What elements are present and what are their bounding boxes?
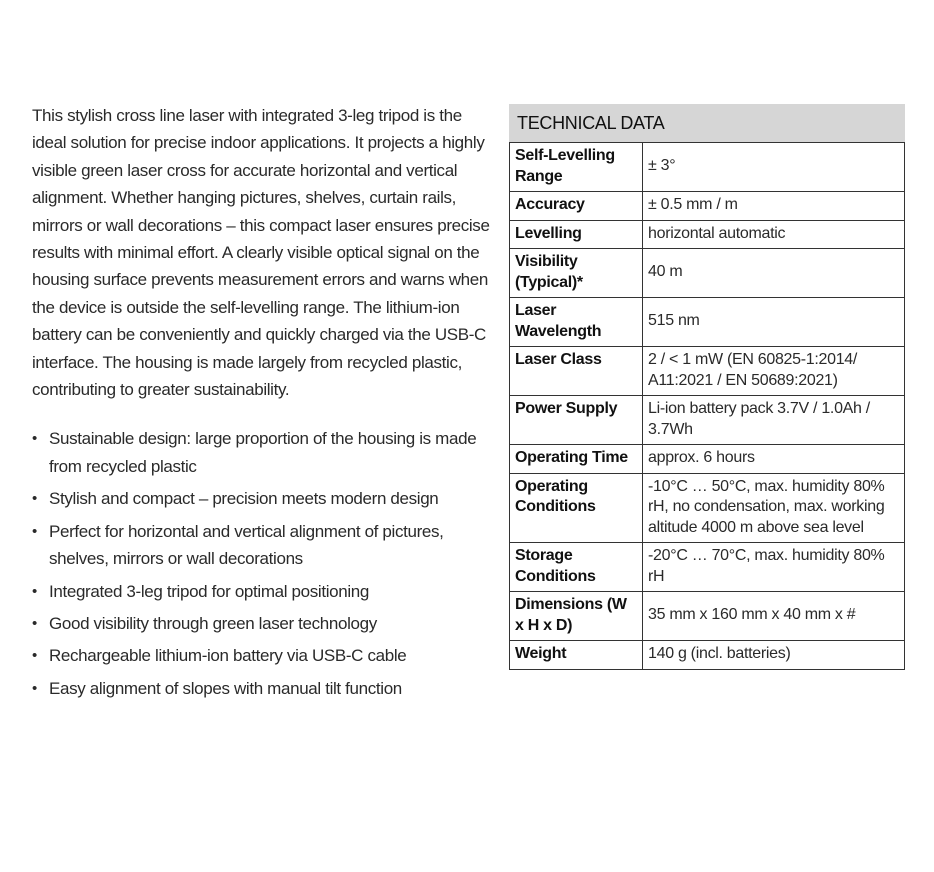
spec-label: Storage Conditions [510,543,643,592]
spec-value: 2 / < 1 mW (EN 60825-1:2014/ A11:2021 / EN 50689:2021) [643,347,905,396]
table-row [510,641,905,670]
spec-label: Visibility (Typical)* [510,249,643,298]
feature-text: Integrated 3-leg tripod for optimal positioning [49,581,369,601]
spec-label: Levelling [510,220,643,249]
table-row [510,543,905,592]
spec-label: Accuracy [510,192,643,221]
table-row [510,192,905,221]
spec-value: approx. 6 hours [643,445,905,474]
spec-label: Dimensions (W x H x D) [510,592,643,641]
spec-label: Operating Conditions [510,473,643,543]
product-description [32,102,500,714]
spec-label: Laser Class [510,347,643,396]
bullet-icon: • [32,582,37,600]
spec-label: Weight [510,641,643,670]
spec-label: Operating Time [510,445,643,474]
feature-text: Stylish and compact – precision meets modern design [49,489,439,509]
spec-value: -20°C … 70°C, max. humidity 80% rH [643,543,905,592]
spec-label: Power Supply [510,396,643,445]
table-row [510,220,905,249]
spec-value: 40 m [643,249,905,298]
feature-text: Easy alignment of slopes with manual tilt function [49,678,402,698]
spec-value: ± 3° [643,143,905,192]
technical-data-panel [509,104,905,670]
spec-value: -10°C … 50°C, max. humidity 80% rH, no condensation, max. working altitude 4000 m above sea level [643,473,905,543]
feature-text: Good visibility through green laser technology [49,613,377,633]
bullet-icon: • [32,647,37,665]
list-item [32,425,500,480]
spec-label: Self-Levelling Range [510,143,643,192]
list-item [32,518,500,573]
table-row [510,143,905,192]
technical-data-table [509,142,905,670]
feature-text: Sustainable design: large proportion of the housing is made from recycled plastic [49,429,477,476]
table-row [510,592,905,641]
list-item [32,642,500,669]
table-row [510,473,905,543]
list-item [32,578,500,605]
intro-paragraph: This stylish cross line laser with integrated 3-leg tripod is the ideal solution for precise indoor applications. It projects a highly visible green laser cross for accurate horizontal and vertical alignment. Whether hanging pictures, shelves, curtain rails, mirrors or wall decorations – this compact laser ensures precise results with minimal effort. A clearly visible optical signal on the housing surface prevents measurement errors and warns when the device is outside the self-levelling range. The lithium-ion battery can be conveniently and quickly charged via the USB-C interface. The housing is made largely from recycled plastic, contributing to greater sustainability. [32,106,490,400]
spec-value: horizontal automatic [643,220,905,249]
spec-value: Li-ion battery pack 3.7V / 1.0Ah / 3.7Wh [643,396,905,445]
spec-value: 515 nm [643,298,905,347]
bullet-icon: • [32,430,37,448]
table-row [510,347,905,396]
table-row [510,445,905,474]
list-item [32,485,500,512]
list-item [32,675,500,702]
spec-value: 35 mm x 160 mm x 40 mm x # [643,592,905,641]
table-row [510,396,905,445]
table-row [510,249,905,298]
spec-value: ± 0.5 mm / m [643,192,905,221]
spec-value: 140 g (incl. batteries) [643,641,905,670]
bullet-icon: • [32,522,37,540]
table-row [510,298,905,347]
bullet-icon: • [32,679,37,697]
spec-label: Laser Wavelength [510,298,643,347]
feature-text: Rechargeable lithium-ion battery via USB-C cable [49,646,407,666]
feature-text: Perfect for horizontal and vertical alignment of pictures, shelves, mirrors or wall decorations [49,521,444,569]
technical-data-title: TECHNICAL DATA [509,104,905,142]
list-item [32,610,500,637]
bullet-icon: • [32,614,37,632]
bullet-icon: • [32,490,37,508]
feature-list [32,425,500,702]
